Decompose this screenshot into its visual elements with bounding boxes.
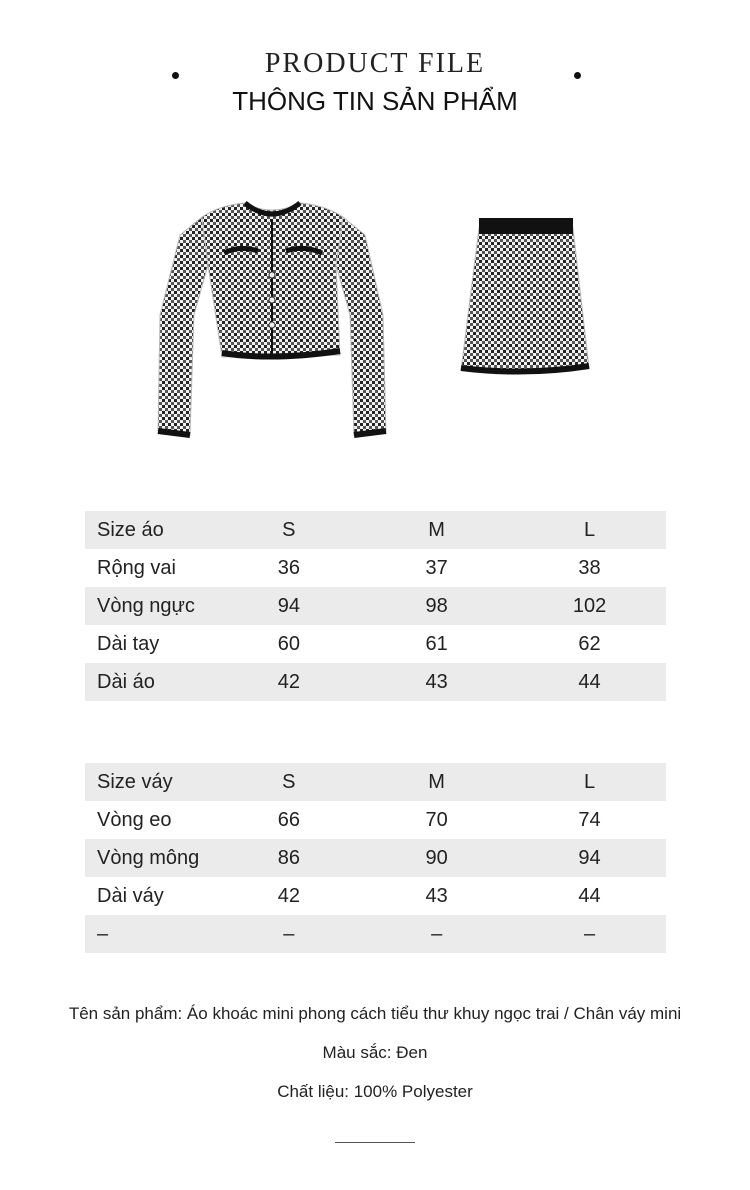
- table-header-cell: Size váy: [85, 763, 218, 801]
- size-table-skirt: [85, 763, 666, 953]
- table-cell: Vòng mông: [85, 839, 218, 877]
- table-cell: –: [85, 915, 218, 953]
- table-cell: –: [513, 915, 666, 953]
- table-cell: 74: [578, 808, 601, 831]
- table-cell: 36: [277, 556, 300, 579]
- material-text: Chất liệu: 100% Polyester: [277, 1082, 473, 1101]
- table-header-cell: Size áo: [85, 511, 218, 549]
- table-cell: –: [218, 915, 361, 953]
- table-cell: 44: [513, 663, 666, 701]
- table-cell: 44: [578, 884, 601, 907]
- table-cell: 86: [218, 839, 361, 877]
- table-cell: Vòng eo: [97, 808, 172, 831]
- table-header-cell: L: [513, 511, 666, 549]
- decorative-dot-left: [172, 72, 179, 79]
- product-name-text: Tên sản phẩm: Áo khoác mini phong cách tiểu thư khuy ngọc trai / Chân váy mini: [68, 1004, 682, 1023]
- table-cell: 90: [360, 839, 513, 877]
- table-row: [85, 839, 666, 877]
- table-cell: Rộng vai: [97, 556, 176, 579]
- table-cell: 42: [218, 663, 361, 701]
- table-cell: Dài tay: [97, 632, 160, 655]
- table-row: [85, 801, 666, 839]
- table-row: [85, 915, 666, 953]
- tweed-jacket-image: [150, 195, 395, 450]
- table-cell: 70: [425, 808, 448, 831]
- table-cell: 37: [425, 556, 448, 579]
- table-row: [85, 587, 666, 625]
- table-cell: 98: [360, 587, 513, 625]
- table-cell: 42: [277, 884, 300, 907]
- table-row: [85, 549, 666, 587]
- color-text: Màu sắc: Đen: [322, 1043, 428, 1062]
- table-header-row: [85, 511, 666, 549]
- table-cell: Dài váy: [97, 884, 164, 907]
- table-cell: Dài áo: [85, 663, 218, 701]
- table-cell: 94: [218, 587, 361, 625]
- decorative-dot-right: [574, 72, 581, 79]
- table-row: [85, 625, 666, 663]
- table-cell: 61: [425, 632, 448, 655]
- page-header: [0, 48, 750, 116]
- table-header-cell: M: [360, 763, 513, 801]
- table-cell: –: [360, 915, 513, 953]
- title-vn: THÔNG TIN SẢN PHẨM: [232, 86, 518, 116]
- table-cell: 62: [578, 632, 601, 655]
- table-header-cell: S: [218, 763, 361, 801]
- footer-divider: [335, 1142, 415, 1143]
- size-table-jacket: [85, 511, 666, 701]
- table-header-cell: L: [513, 763, 666, 801]
- table-cell: 60: [277, 632, 300, 655]
- table-header-cell: S: [218, 511, 361, 549]
- table-header-row: [85, 763, 666, 801]
- table-cell: 38: [578, 556, 601, 579]
- table-cell: 102: [513, 587, 666, 625]
- table-cell: 43: [360, 663, 513, 701]
- table-row: [85, 663, 666, 701]
- table-cell: 94: [513, 839, 666, 877]
- table-row: [85, 877, 666, 915]
- title-en: PRODUCT FILE: [264, 48, 486, 79]
- tweed-skirt-image: [455, 212, 595, 387]
- table-cell: Vòng ngực: [85, 587, 218, 625]
- table-cell: 66: [277, 808, 300, 831]
- table-header-cell: M: [360, 511, 513, 549]
- table-cell: 43: [425, 884, 448, 907]
